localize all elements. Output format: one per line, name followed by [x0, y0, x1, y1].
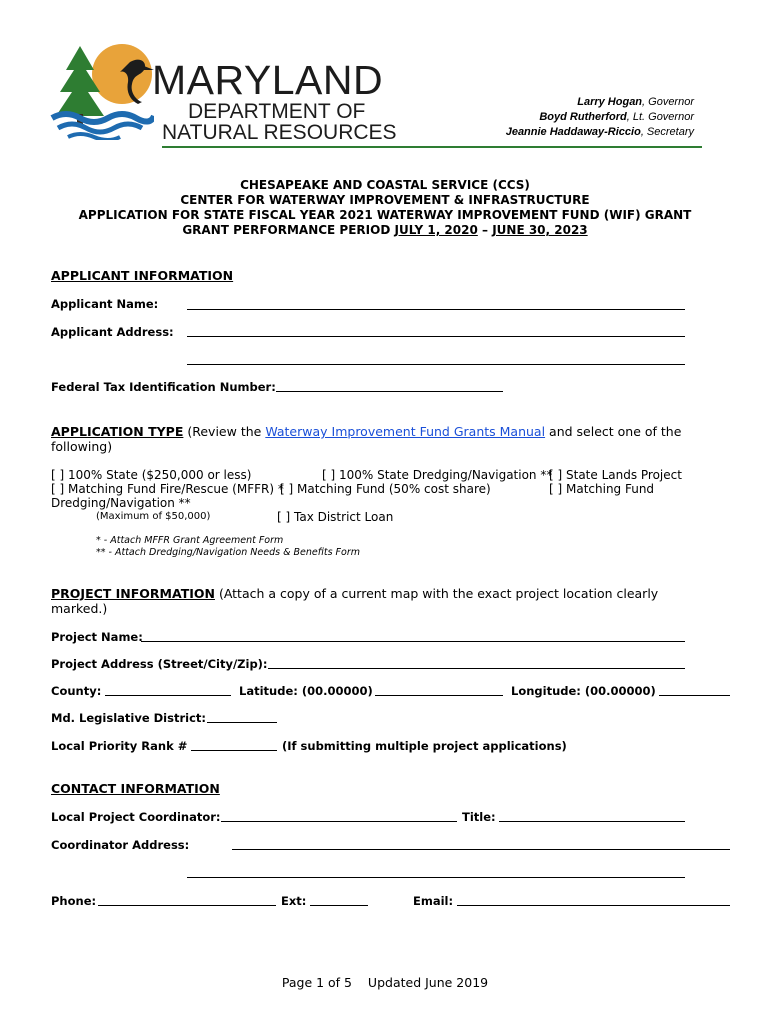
project-address-field[interactable] [268, 668, 685, 669]
coordinator-address-label: Coordinator Address: [51, 838, 190, 852]
project-name-field[interactable] [141, 641, 685, 642]
project-intro-2: marked.) [51, 601, 108, 616]
checkbox-matching-dredging-cont: Dredging/Navigation ** [51, 496, 191, 510]
title-line1: CHESAPEAKE AND COASTAL SERVICE (CCS) [240, 178, 530, 192]
project-intro: PROJECT INFORMATION (Attach a copy of a current map with the exact project location clearly [51, 586, 659, 601]
coordinator-address-field[interactable] [232, 849, 730, 850]
project-name-label: Project Name: [51, 630, 143, 644]
mffr-note: * - Attach MFFR Grant Agreement Form [96, 535, 284, 546]
latitude-field[interactable] [375, 695, 503, 696]
tax-id-label: Federal Tax Identification Number: [51, 380, 276, 394]
phone-label: Phone: [51, 894, 97, 908]
tax-id-field[interactable] [276, 391, 503, 392]
checkbox-tax-district[interactable]: [ ] Tax District Loan [277, 510, 394, 524]
title-line2: CENTER FOR WATERWAY IMPROVEMENT & INFRASTRUCTURE [180, 193, 590, 207]
checkbox-state-dredging[interactable]: [ ] 100% State Dredging/Navigation ** [322, 468, 553, 482]
longitude-field[interactable] [659, 695, 730, 696]
coordinator-title-label: Title: [462, 810, 496, 824]
priority-rank-note: (If submitting multiple project applications) [282, 739, 567, 753]
applicant-address-field-2[interactable] [187, 364, 685, 365]
checkbox-state[interactable]: [ ] 100% State ($250,000 or less) [51, 468, 252, 482]
email-label: Email: [413, 894, 454, 908]
checkbox-state-lands[interactable]: [ ] State Lands Project [549, 468, 682, 482]
brand-department: DEPARTMENT OF [188, 100, 366, 123]
priority-rank-label: Local Priority Rank # [51, 739, 188, 753]
longitude-label: Longitude: (00.00000) [511, 684, 656, 698]
contact-heading: CONTACT INFORMATION [51, 781, 220, 796]
county-label: County: [51, 684, 102, 698]
title-line3: APPLICATION FOR STATE FISCAL YEAR 2021 WATERWAY IMPROVEMENT FUND (WIF) GRANT [78, 208, 692, 222]
application-type-intro-2: following) [51, 439, 113, 454]
applicant-address-label: Applicant Address: [51, 325, 174, 339]
updated-date: Updated June 2019 [367, 975, 489, 990]
priority-rank-field[interactable] [191, 750, 277, 751]
max-amount-note: (Maximum of $50,000) [96, 511, 211, 522]
checkbox-matching-fund[interactable]: [ ] Matching Fund (50% cost share) [280, 482, 491, 496]
coordinator-field[interactable] [221, 821, 457, 822]
applicant-name-label: Applicant Name: [51, 297, 159, 311]
coordinator-address-field-2[interactable] [187, 877, 685, 878]
official-secretary: Jeannie Haddaway-Riccio, Secretary [505, 126, 694, 138]
brand-maryland: MARYLAND [152, 57, 384, 103]
grants-manual-link[interactable]: Waterway Improvement Fund Grants Manual [265, 424, 546, 439]
coordinator-title-field[interactable] [499, 821, 685, 822]
county-field[interactable] [105, 695, 231, 696]
applicant-address-field[interactable] [187, 336, 685, 337]
title-line4: GRANT PERFORMANCE PERIOD JULY 1, 2020 – JUNE 30, 2023 [182, 223, 588, 237]
header-divider [162, 146, 702, 148]
latitude-label: Latitude: (00.00000) [239, 684, 373, 698]
brand-natural-resources: NATURAL RESOURCES [162, 121, 397, 144]
dnr-logo-icon [50, 40, 154, 140]
page-number: Page 1 of 5 [281, 975, 353, 990]
page-footer [0, 975, 770, 990]
legislative-district-label: Md. Legislative District: [51, 711, 206, 725]
applicant-heading: APPLICANT INFORMATION [51, 268, 234, 283]
applicant-name-field[interactable] [187, 309, 685, 310]
dredging-note: ** - Attach Dredging/Navigation Needs & Benefits Form [96, 547, 360, 558]
legislative-district-field[interactable] [207, 722, 277, 723]
project-address-label: Project Address (Street/City/Zip): [51, 657, 268, 671]
checkbox-matching-dredging[interactable]: [ ] Matching Fund [549, 482, 655, 496]
ext-field[interactable] [310, 905, 368, 906]
coordinator-label: Local Project Coordinator: [51, 810, 221, 824]
official-governor: Larry Hogan, Governor [577, 96, 694, 108]
application-type-intro: APPLICATION TYPE (Review the Waterway Improvement Fund Grants Manual and select one of the [51, 424, 682, 439]
ext-label: Ext: [281, 894, 307, 908]
checkbox-mffr[interactable]: [ ] Matching Fund Fire/Rescue (MFFR) * [51, 482, 284, 496]
phone-field[interactable] [98, 905, 276, 906]
official-lt-governor: Boyd Rutherford, Lt. Governor [539, 111, 694, 123]
email-field[interactable] [457, 905, 730, 906]
